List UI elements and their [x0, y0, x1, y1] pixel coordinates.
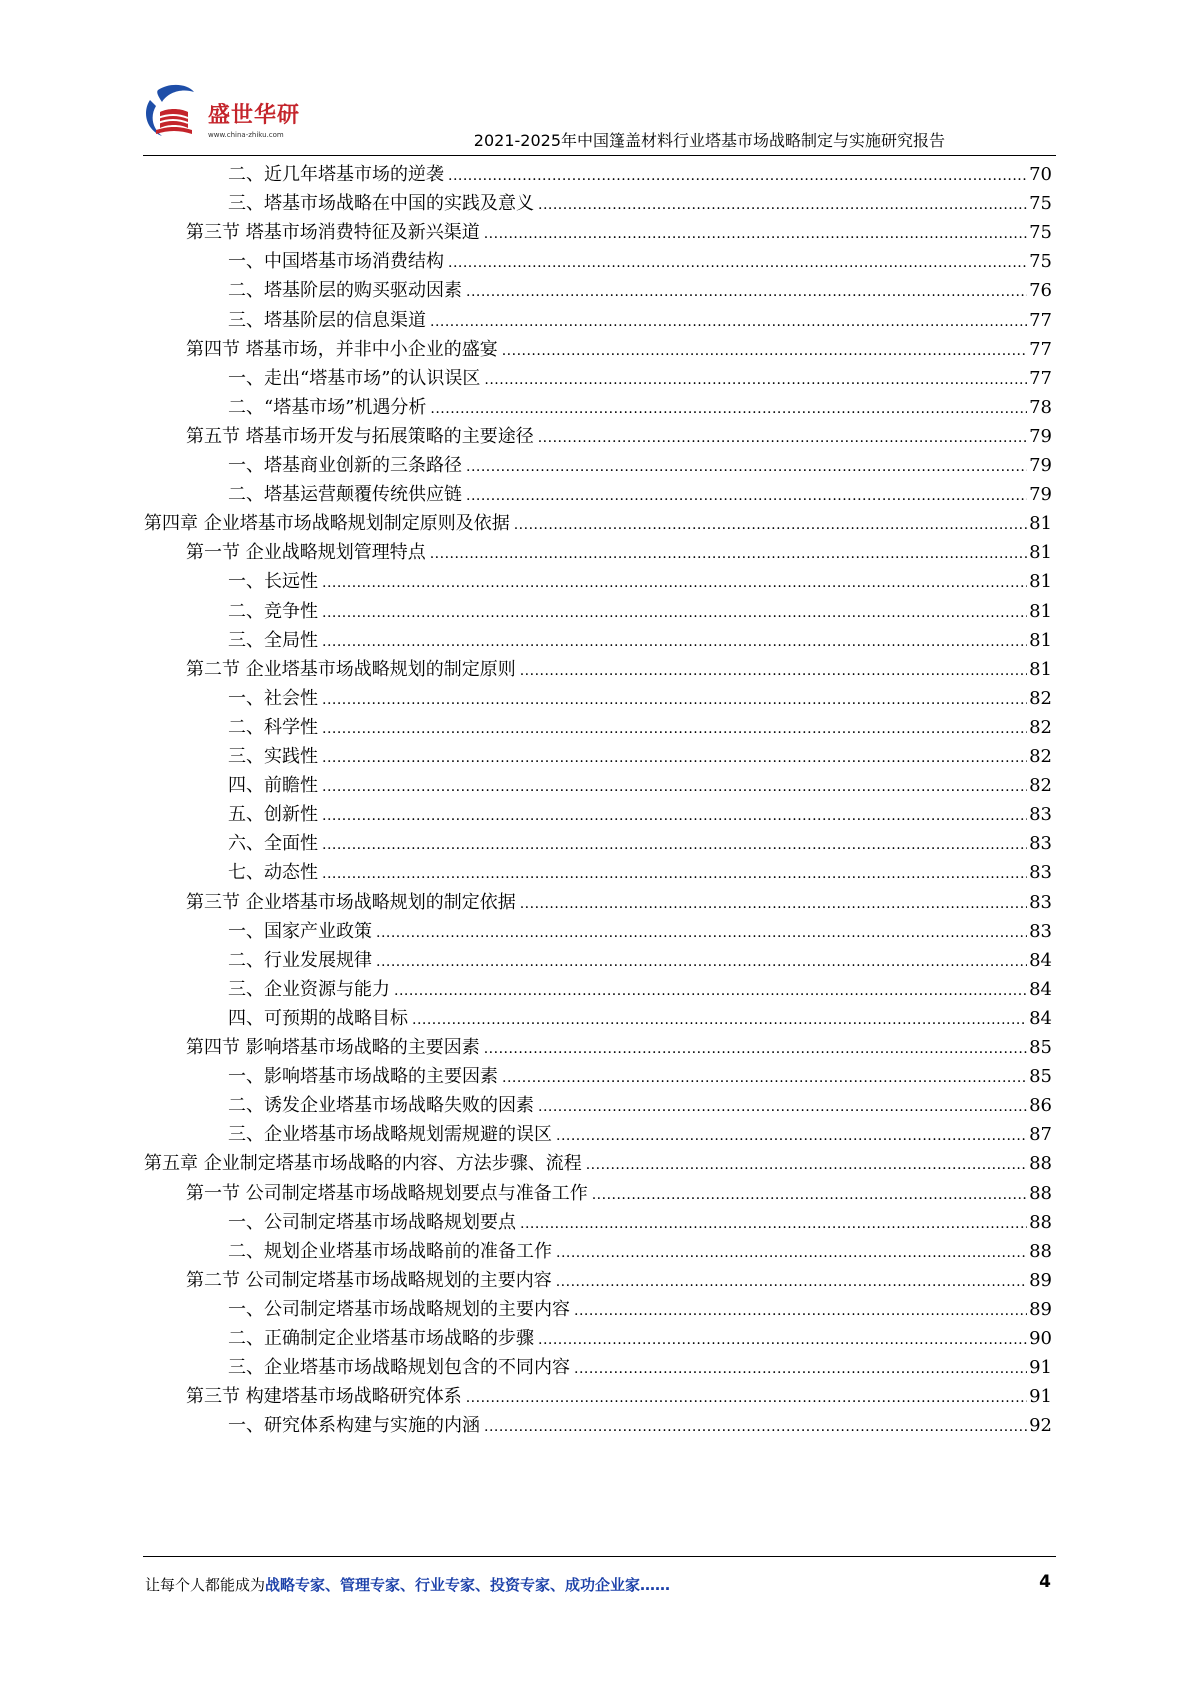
toc-entry[interactable] [228, 1295, 1052, 1325]
toc-entry-page: 78 [1029, 396, 1052, 418]
footer-divider [143, 1556, 1056, 1557]
toc-entry-label: 一、长远性 [228, 571, 318, 593]
toc-entry-label: 三、企业塔基市场战略规划包含的不同内容 [228, 1357, 570, 1379]
toc-leader-dots [538, 423, 1027, 453]
toc-entry-page: 83 [1029, 833, 1052, 855]
toc-leader-dots [502, 1063, 1027, 1093]
toc-leader-dots [448, 161, 1027, 191]
toc-entry-label: 第四章 企业塔基市场战略规划制定原则及依据 [144, 513, 510, 535]
toc-entry[interactable] [228, 1411, 1052, 1441]
toc-entry-page: 81 [1029, 600, 1052, 622]
toc-entry-label: 第五节 塔基市场开发与拓展策略的主要途径 [186, 425, 534, 447]
toc-entry-page: 82 [1029, 775, 1052, 797]
toc-entry-page: 88 [1029, 1211, 1052, 1233]
toc-entry-label: 一、走出“塔基市场”的认识误区 [228, 367, 481, 389]
toc-entry-page: 83 [1029, 804, 1052, 826]
toc-leader-dots [556, 1238, 1027, 1268]
toc-entry-label: 第一节 公司制定塔基市场战略规划要点与准备工作 [186, 1182, 588, 1204]
toc-entry[interactable] [228, 1324, 1052, 1354]
toc-leader-dots [484, 365, 1027, 395]
toc-entry-page: 75 [1029, 222, 1052, 244]
toc-entry-page: 79 [1029, 425, 1052, 447]
toc-entry[interactable] [228, 364, 1052, 394]
toc-entry[interactable] [186, 538, 1052, 568]
toc-entry-page: 75 [1029, 193, 1052, 215]
toc-entry-label: 一、研究体系构建与实施的内涵 [228, 1415, 480, 1437]
toc-entry[interactable] [228, 742, 1052, 772]
toc-entry-label: 七、动态性 [228, 862, 318, 884]
toc-leader-dots [484, 1034, 1027, 1064]
header-divider [143, 155, 1056, 156]
toc-leader-dots [322, 714, 1027, 744]
toc-entry-label: 二、近几年塔基市场的逆袭 [228, 164, 444, 185]
toc-leader-dots [322, 568, 1027, 598]
toc-entry[interactable] [228, 771, 1052, 801]
toc-entry[interactable] [228, 247, 1052, 277]
toc-entry[interactable] [186, 1382, 1052, 1412]
toc-entry-label: 六、全面性 [228, 833, 318, 855]
toc-leader-dots [322, 772, 1027, 802]
toc-entry-page: 83 [1029, 920, 1052, 942]
toc-leader-dots [322, 598, 1027, 628]
slogan-highlight: 战略专家、管理专家、行业专家、投资专家、成功企业家…… [265, 1576, 671, 1594]
toc-entry-label: 二、诱发企业塔基市场战略失败的因素 [228, 1095, 534, 1117]
toc-entry[interactable] [228, 975, 1052, 1005]
toc-entry-page: 81 [1029, 658, 1052, 680]
toc-entry-label: 第二节 公司制定塔基市场战略规划的主要内容 [186, 1269, 552, 1291]
toc-entry[interactable] [228, 858, 1052, 888]
toc-entry-label: 第一节 企业战略规划管理特点 [186, 542, 426, 564]
toc-entry-label: 三、塔基市场战略在中国的实践及意义 [228, 193, 534, 215]
toc-entry-label: 三、全局性 [228, 629, 318, 651]
toc-entry-page: 84 [1029, 978, 1052, 1000]
toc-entry-page: 81 [1029, 513, 1052, 535]
toc-leader-dots [502, 336, 1027, 366]
toc-entry-label: 三、企业资源与能力 [228, 978, 390, 1000]
toc-leader-dots [376, 947, 1027, 977]
toc-leader-dots [484, 1412, 1027, 1442]
toc-entry-label: 二、规划企业塔基市场战略前的准备工作 [228, 1240, 552, 1262]
toc-entry-label: 二、塔基运营颠覆传统供应链 [228, 484, 462, 506]
toc-entry-label: 二、塔基阶层的购买驱动因素 [228, 280, 462, 302]
toc-leader-dots [574, 1296, 1027, 1326]
toc-leader-dots [556, 1121, 1027, 1151]
toc-leader-dots [466, 277, 1027, 307]
toc-entry-page: 87 [1029, 1124, 1052, 1146]
toc-leader-dots [448, 248, 1027, 278]
page-header [0, 0, 1191, 160]
toc-entry[interactable] [228, 684, 1052, 714]
toc-leader-dots [322, 743, 1027, 773]
toc-leader-dots [430, 539, 1027, 569]
toc-leader-dots [394, 976, 1027, 1006]
toc-entry[interactable] [228, 567, 1052, 597]
toc-entry-label: 一、国家产业政策 [228, 920, 372, 942]
toc-entry-page: 70 [1029, 164, 1052, 185]
toc-entry[interactable] [186, 1179, 1052, 1209]
slogan-prefix: 让每个人都能成为 [145, 1576, 266, 1594]
toc-entry-label: 第三节 企业塔基市场战略规划的制定依据 [186, 891, 516, 913]
toc-entry-label: 二、竞争性 [228, 600, 318, 622]
toc-entry-page: 84 [1029, 1007, 1052, 1029]
toc-entry[interactable] [228, 829, 1052, 859]
logo [138, 82, 308, 152]
toc-entry[interactable] [228, 713, 1052, 743]
toc-entry[interactable] [186, 422, 1052, 452]
toc-entry-page: 88 [1029, 1153, 1052, 1175]
toc-entry-label: 一、社会性 [228, 687, 318, 709]
toc-entry[interactable] [228, 917, 1052, 947]
toc-entry-page: 76 [1029, 280, 1052, 302]
toc-entry-page: 88 [1029, 1240, 1052, 1262]
toc-entry[interactable] [144, 509, 1052, 539]
toc-entry-page: 81 [1029, 542, 1052, 564]
toc-entry-page: 85 [1029, 1066, 1052, 1088]
toc-entry-label: 四、可预期的战略目标 [228, 1007, 408, 1029]
toc-leader-dots [586, 1150, 1027, 1180]
toc-leader-dots [430, 394, 1027, 424]
toc-entry-page: 89 [1029, 1269, 1052, 1291]
toc-leader-dots [520, 889, 1027, 919]
toc-entry[interactable] [228, 480, 1052, 510]
toc-entry-page: 92 [1029, 1415, 1052, 1437]
toc-entry-page: 81 [1029, 571, 1052, 593]
toc-leader-dots [412, 1005, 1027, 1035]
toc-leader-dots [322, 801, 1027, 831]
toc-entry-label: 一、塔基商业创新的三条路径 [228, 455, 462, 476]
toc-entry-label: 第四节 影响塔基市场战略的主要因素 [186, 1037, 480, 1058]
toc-leader-dots [520, 656, 1027, 686]
toc-entry[interactable] [228, 276, 1052, 306]
toc-entry-label: 第二节 企业塔基市场战略规划的制定原则 [186, 658, 516, 680]
toc-entry-label: 二、“塔基市场”机遇分析 [228, 396, 427, 418]
toc-entry[interactable] [228, 626, 1052, 656]
toc-entry-page: 86 [1029, 1095, 1052, 1117]
toc-entry-page: 77 [1029, 338, 1052, 360]
footer-slogan [145, 1574, 670, 1595]
toc-entry-page: 85 [1029, 1037, 1052, 1058]
toc-entry-label: 一、公司制定塔基市场战略规划要点 [228, 1211, 516, 1233]
toc-entry-page: 91 [1029, 1386, 1052, 1408]
toc-entry-label: 五、创新性 [228, 804, 318, 826]
toc-entry-page: 77 [1029, 309, 1052, 331]
toc-entry[interactable] [228, 1004, 1052, 1034]
toc-entry-page: 89 [1029, 1298, 1052, 1320]
toc-entry[interactable] [228, 800, 1052, 830]
toc-entry-label: 一、中国塔基市场消费结构 [228, 251, 444, 273]
toc-entry[interactable] [228, 160, 1052, 190]
toc-entry[interactable] [186, 888, 1052, 918]
toc-entry[interactable] [186, 218, 1052, 248]
toc-entry[interactable] [186, 1033, 1052, 1063]
toc-leader-dots [538, 1325, 1027, 1355]
toc-leader-dots [322, 859, 1027, 889]
toc-entry[interactable] [186, 1266, 1052, 1296]
toc-entry[interactable] [228, 1237, 1052, 1267]
logo-mark-icon [138, 82, 208, 142]
toc-entry-label: 一、影响塔基市场战略的主要因素 [228, 1066, 498, 1088]
toc-entry[interactable] [228, 1062, 1052, 1092]
toc-entry-page: 79 [1029, 455, 1052, 476]
toc-leader-dots [538, 1092, 1027, 1122]
toc-leader-dots [574, 1354, 1027, 1384]
toc-entry[interactable] [186, 335, 1052, 365]
logo-name: 盛世华研 [208, 103, 301, 128]
toc-leader-dots [520, 1209, 1027, 1239]
toc-leader-dots [376, 918, 1027, 948]
toc-entry[interactable] [228, 306, 1052, 336]
toc-leader-dots [484, 219, 1027, 249]
report-title: 2021-2025年中国篷盖材料行业塔基市场战略制定与实施研究报告 [473, 131, 945, 150]
toc-entry-page: 77 [1029, 367, 1052, 389]
toc-entry-page: 82 [1029, 687, 1052, 709]
toc-entry-page: 83 [1029, 891, 1052, 913]
toc-entry-label: 二、正确制定企业塔基市场战略的步骤 [228, 1328, 534, 1349]
toc-leader-dots [514, 510, 1027, 540]
toc-leader-dots [322, 830, 1027, 860]
toc-entry[interactable] [228, 946, 1052, 976]
toc-entry-label: 第五章 企业制定塔基市场战略的内容、方法步骤、流程 [144, 1153, 582, 1175]
toc-entry[interactable] [228, 597, 1052, 627]
toc-entry-page: 82 [1029, 746, 1052, 767]
toc-entry-label: 第三节 构建塔基市场战略研究体系 [186, 1386, 462, 1408]
toc-entry[interactable] [186, 655, 1052, 685]
toc-leader-dots [466, 1383, 1027, 1413]
toc-entry-label: 四、前瞻性 [228, 775, 318, 797]
toc-leader-dots [538, 190, 1027, 220]
toc-entry-page: 81 [1029, 629, 1052, 651]
toc-leader-dots [592, 1180, 1027, 1210]
toc-entry-page: 79 [1029, 484, 1052, 506]
toc-entry-label: 三、塔基阶层的信息渠道 [228, 309, 426, 331]
toc-entry[interactable] [228, 189, 1052, 219]
toc-entry[interactable] [144, 1149, 1052, 1179]
toc-entry[interactable] [228, 393, 1052, 423]
toc-leader-dots [556, 1267, 1027, 1297]
toc-entry-label: 三、企业塔基市场战略规划需规避的误区 [228, 1124, 552, 1146]
toc-leader-dots [322, 685, 1027, 715]
toc-leader-dots [466, 452, 1027, 482]
toc-entry-label: 一、公司制定塔基市场战略规划的主要内容 [228, 1298, 570, 1320]
logo-url: www.china-zhiku.com [208, 131, 284, 139]
toc-entry[interactable] [228, 1353, 1052, 1383]
toc-entry-label: 第四节 塔基市场，并非中小企业的盛宴 [186, 338, 498, 360]
toc-entry-label: 二、行业发展规律 [228, 949, 372, 971]
toc-entry-label: 二、科学性 [228, 716, 318, 738]
toc-entry-page: 90 [1029, 1328, 1052, 1349]
toc-leader-dots [322, 627, 1027, 657]
toc-entry-page: 88 [1029, 1182, 1052, 1204]
toc-entry[interactable] [228, 1091, 1052, 1121]
toc-leader-dots [466, 481, 1027, 511]
toc-entry-page: 82 [1029, 716, 1052, 738]
toc-entry[interactable] [228, 451, 1052, 481]
toc-entry-page: 84 [1029, 949, 1052, 971]
toc-entry-label: 三、实践性 [228, 746, 318, 767]
toc-entry-page: 83 [1029, 862, 1052, 884]
toc-leader-dots [430, 307, 1027, 337]
toc-entry-page: 75 [1029, 251, 1052, 273]
toc-entry[interactable] [228, 1120, 1052, 1150]
toc-entry-page: 91 [1029, 1357, 1052, 1379]
toc-entry[interactable] [228, 1208, 1052, 1238]
toc-entry-label: 第三节 塔基市场消费特征及新兴渠道 [186, 222, 480, 244]
page-number: 4 [1039, 1572, 1051, 1592]
